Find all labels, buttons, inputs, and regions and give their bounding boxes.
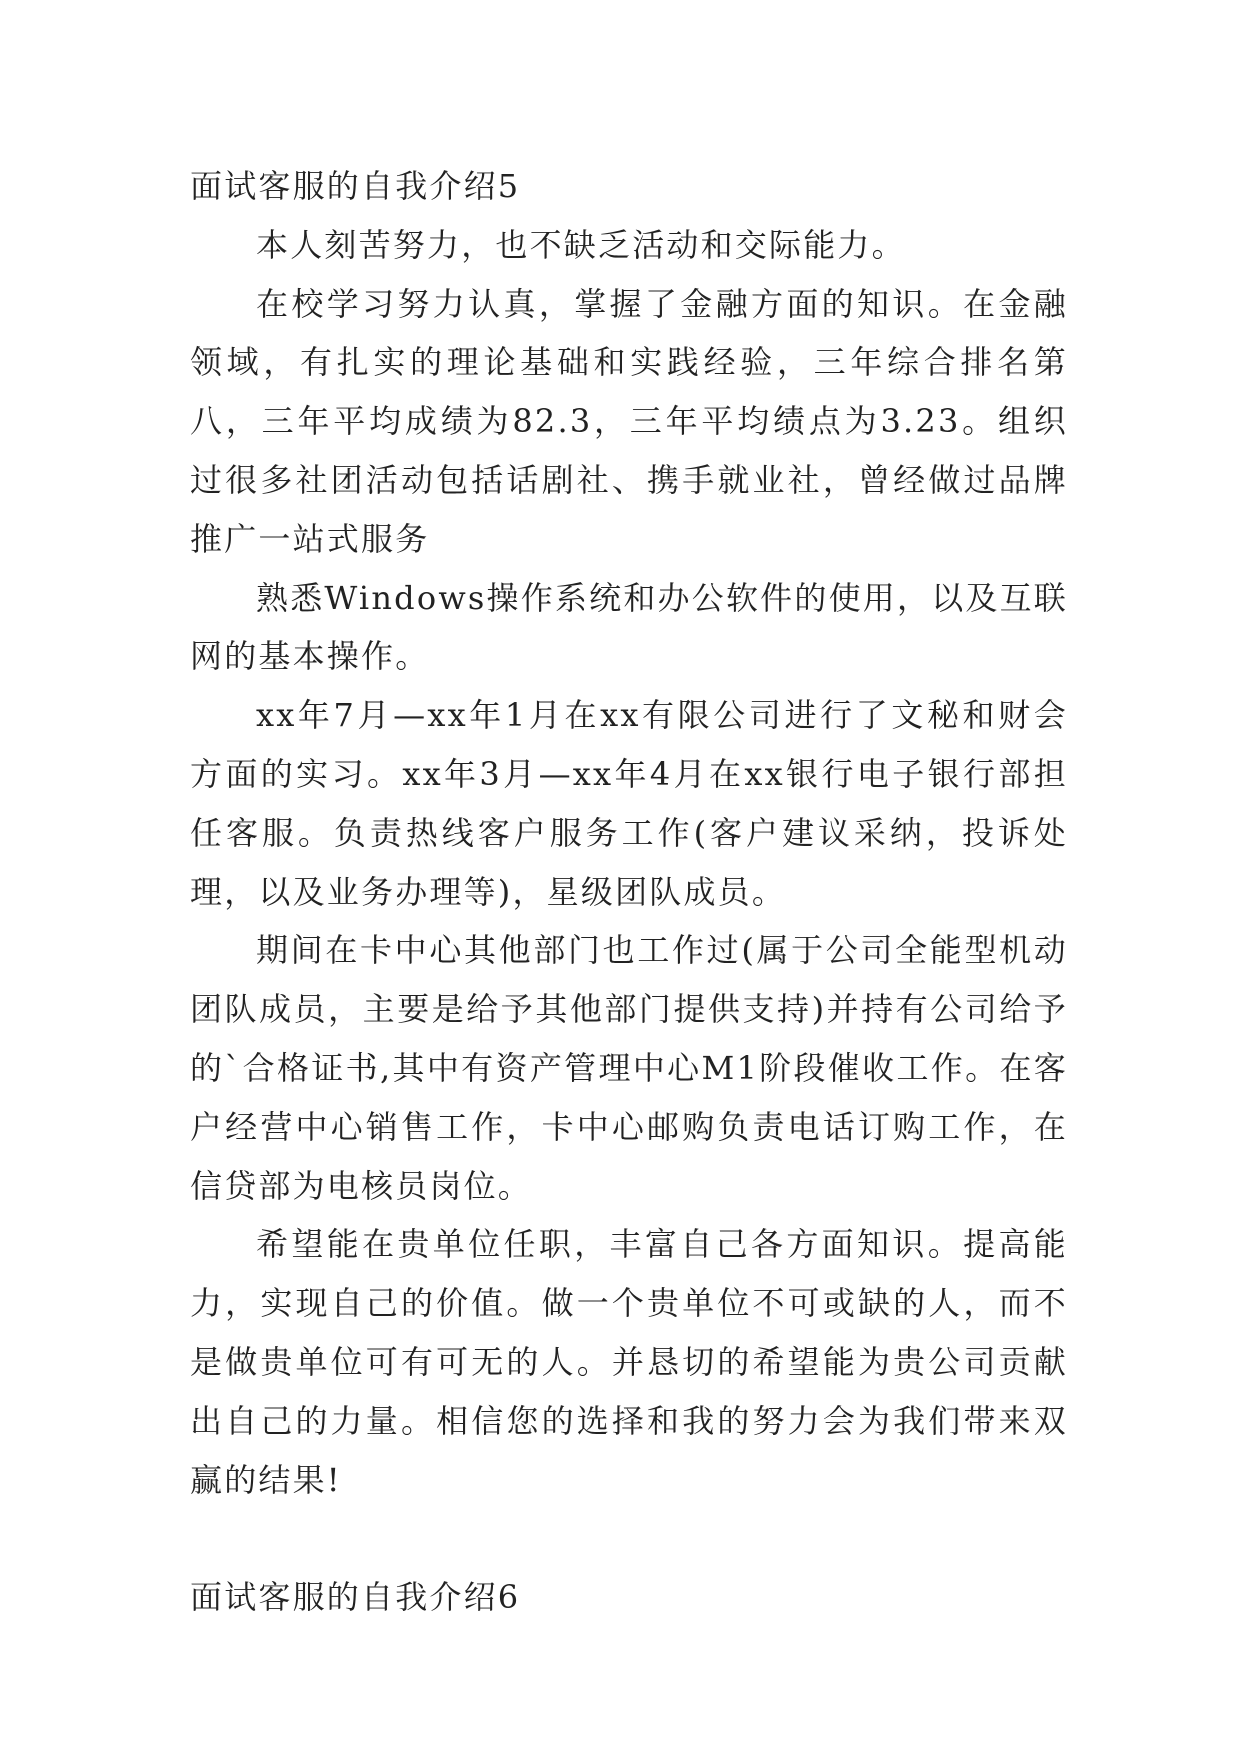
- section-heading-5: 面试客服的自我介绍5: [190, 167, 521, 205]
- paragraph-6: 希望能在贵单位任职，丰富自己各方面知识。提高能力，实现自己的价值。做一个贵单位不可或缺的人，而不是做贵单位可有可无的人。并恳切的希望能为贵公司贡献出自己的力量。相信您的选择和我的努力会为我们带来双赢的结果!: [190, 1225, 1068, 1499]
- paragraph-2: 在校学习努力认真，掌握了金融方面的知识。在金融领域，有扎实的理论基础和实践经验，三年综合排名第八，三年平均成绩为82.3，三年平均绩点为3.23。组织过很多社团活动包括话剧社、携手就业社，曾经做过品牌推广一站式服务: [190, 284, 1068, 558]
- paragraph-4: xx年7月—xx年1月在xx有限公司进行了文秘和财会方面的实习。xx年3月—xx年4月在xx银行电子银行部担任客服。负责热线客户服务工作(客户建议采纳，投诉处理，以及业务办理等)，星级团队成员。: [190, 696, 1068, 911]
- paragraph-1: 本人刻苦努力，也不缺乏活动和交际能力。: [256, 225, 906, 264]
- document-body: [190, 157, 1068, 1627]
- paragraph-5: 期间在卡中心其他部门也工作过(属于公司全能型机动团队成员，主要是给予其他部门提供支持)并持有公司给予的`合格证书,其中有资产管理中心M1阶段催收工作。在客户经营中心销售工作，卡中心邮购负责电话订购工作，在信贷部为电核员岗位。: [190, 931, 1068, 1205]
- paragraph-3: 熟悉Windows操作系统和办公软件的使用，以及互联网的基本操作。: [190, 578, 1068, 676]
- section-heading-6: 面试客服的自我介绍6: [190, 1578, 521, 1617]
